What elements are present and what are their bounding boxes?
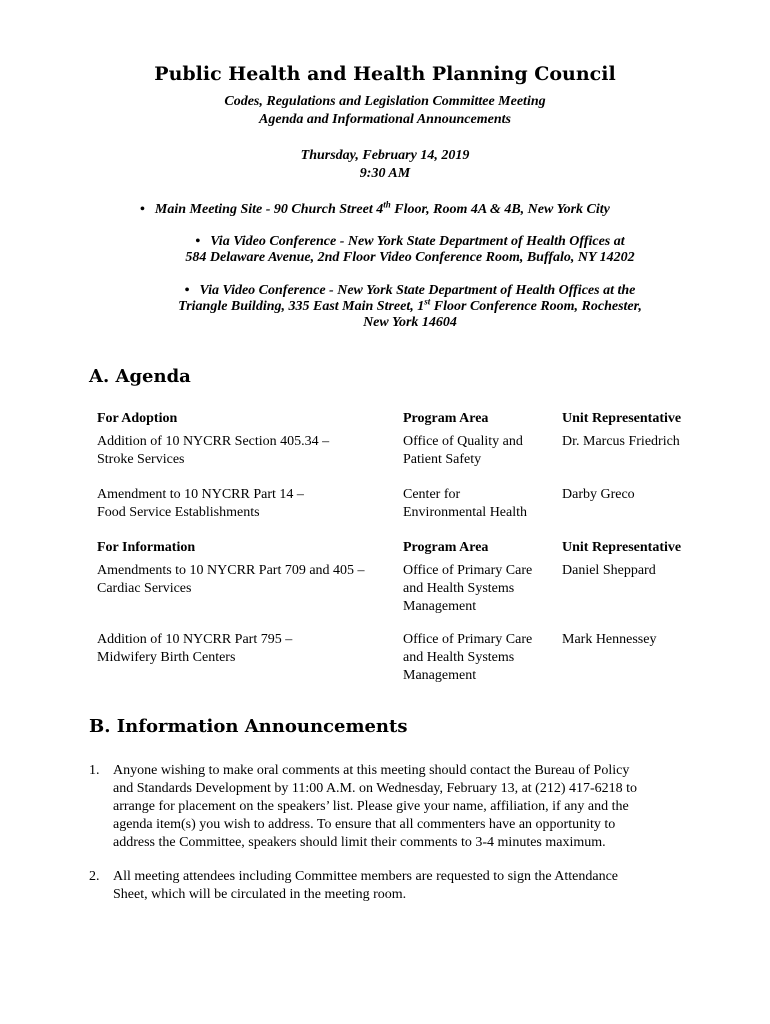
table-row-item (97, 433, 397, 469)
item-line: Sheet, which will be circulated in the meeting room. (113, 887, 407, 902)
subtitle-line-1: Codes, Regulations and Legislation Committee Meeting (224, 94, 546, 109)
adoption-header-item: For Adoption (97, 411, 178, 426)
rochester-line-1: Via Video Conference - New York State Department of Health Offices at the (199, 283, 636, 298)
item-text: Midwifery Birth Centers (97, 650, 236, 665)
item-text: Amendment to 10 NYCRR Part 14 – (97, 487, 304, 502)
document-title: Public Health and Health Planning Council (154, 63, 616, 85)
information-header-rep: Unit Representative (562, 540, 682, 555)
rochester-line-3: New York 14604 (363, 315, 457, 330)
information-header-item: For Information (97, 540, 196, 555)
rochester-line-2-sup: st (424, 296, 431, 307)
bullet-icon: • (184, 283, 190, 298)
item-text: Food Service Establishments (97, 505, 260, 520)
table-row-area (403, 486, 553, 522)
item-body (113, 868, 703, 904)
meeting-time: 9:30 AM (359, 166, 411, 181)
table-row-rep: Mark Hennessey (562, 632, 657, 647)
table-row-rep: Daniel Sheppard (562, 563, 656, 578)
item-body (113, 762, 703, 852)
area-text: Office of Primary Care (403, 563, 533, 578)
bullet-icon: • (195, 234, 201, 249)
area-text: Management (403, 599, 477, 614)
item-text: Stroke Services (97, 452, 185, 467)
table-row-area (403, 562, 553, 616)
main-site-text-pre: Main Meeting Site - 90 Church Street 4 (154, 202, 384, 217)
main-site-sup: th (383, 199, 391, 210)
area-text: Office of Quality and (403, 434, 523, 449)
table-row-item (97, 486, 397, 522)
rochester-line-2-pre: Triangle Building, 335 East Main Street, 1 (178, 299, 425, 314)
item-line: Anyone wishing to make oral comments at this meeting should contact the Bureau of Policy (113, 763, 630, 778)
announcements-heading: B. Information Announcements (89, 716, 408, 737)
item-line: All meeting attendees including Committee members are requested to sign the Attendance (113, 869, 619, 884)
item-text: Cardiac Services (97, 581, 192, 596)
item-line: address the Committee, speakers should limit their comments to 3-4 minutes maximum. (113, 835, 606, 850)
area-text: Office of Primary Care (403, 632, 533, 647)
item-line: agenda item(s) you wish to address. To ensure that all commenters have an opportunity to (113, 817, 616, 832)
area-text: Patient Safety (403, 452, 482, 467)
table-row-item (97, 562, 397, 598)
item-text: Addition of 10 NYCRR Part 795 – (97, 632, 293, 647)
item-text: Amendments to 10 NYCRR Part 709 and 405 – (97, 563, 365, 578)
area-text: Management (403, 668, 477, 683)
table-row-area (403, 433, 553, 469)
adoption-header-area: Program Area (403, 411, 489, 426)
table-row-item (97, 631, 397, 667)
rochester-line-2-post: Floor Conference Room, Rochester, (430, 299, 642, 314)
agenda-heading: A. Agenda (89, 366, 191, 387)
main-site (140, 199, 680, 218)
item-number: 1. (89, 763, 100, 778)
bullet-icon: • (140, 202, 145, 217)
item-line: and Standards Development by 11:00 A.M. on Wednesday, February 13, at (212) 417-6218 to (113, 781, 638, 796)
main-site-text-post: Floor, Room 4A & 4B, New York City (390, 202, 610, 217)
adoption-header-rep: Unit Representative (562, 411, 682, 426)
rochester-site (140, 283, 680, 331)
buffalo-line-2: 584 Delaware Avenue, 2nd Floor Video Conference Room, Buffalo, NY 14202 (185, 250, 635, 265)
area-text: and Health Systems (403, 581, 515, 596)
area-text: Center for (403, 487, 461, 502)
item-number: 2. (89, 869, 100, 884)
area-text: Environmental Health (403, 505, 528, 520)
item-text: Addition of 10 NYCRR Section 405.34 – (97, 434, 330, 449)
table-row-rep: Dr. Marcus Friedrich (562, 434, 680, 449)
meeting-date: Thursday, February 14, 2019 (300, 148, 470, 163)
area-text: and Health Systems (403, 650, 515, 665)
table-row-area (403, 631, 553, 685)
list-item (89, 868, 699, 908)
item-line: arrange for placement on the speakers’ list. Please give your name, affiliation, if any and the (113, 799, 629, 814)
buffalo-site (150, 234, 670, 266)
subtitle-line-2: Agenda and Informational Announcements (259, 112, 511, 127)
information-header-area: Program Area (403, 540, 489, 555)
table-row-rep: Darby Greco (562, 487, 635, 502)
list-item (89, 762, 699, 854)
buffalo-line-1: Via Video Conference - New York State Department of Health Offices at (210, 234, 625, 249)
